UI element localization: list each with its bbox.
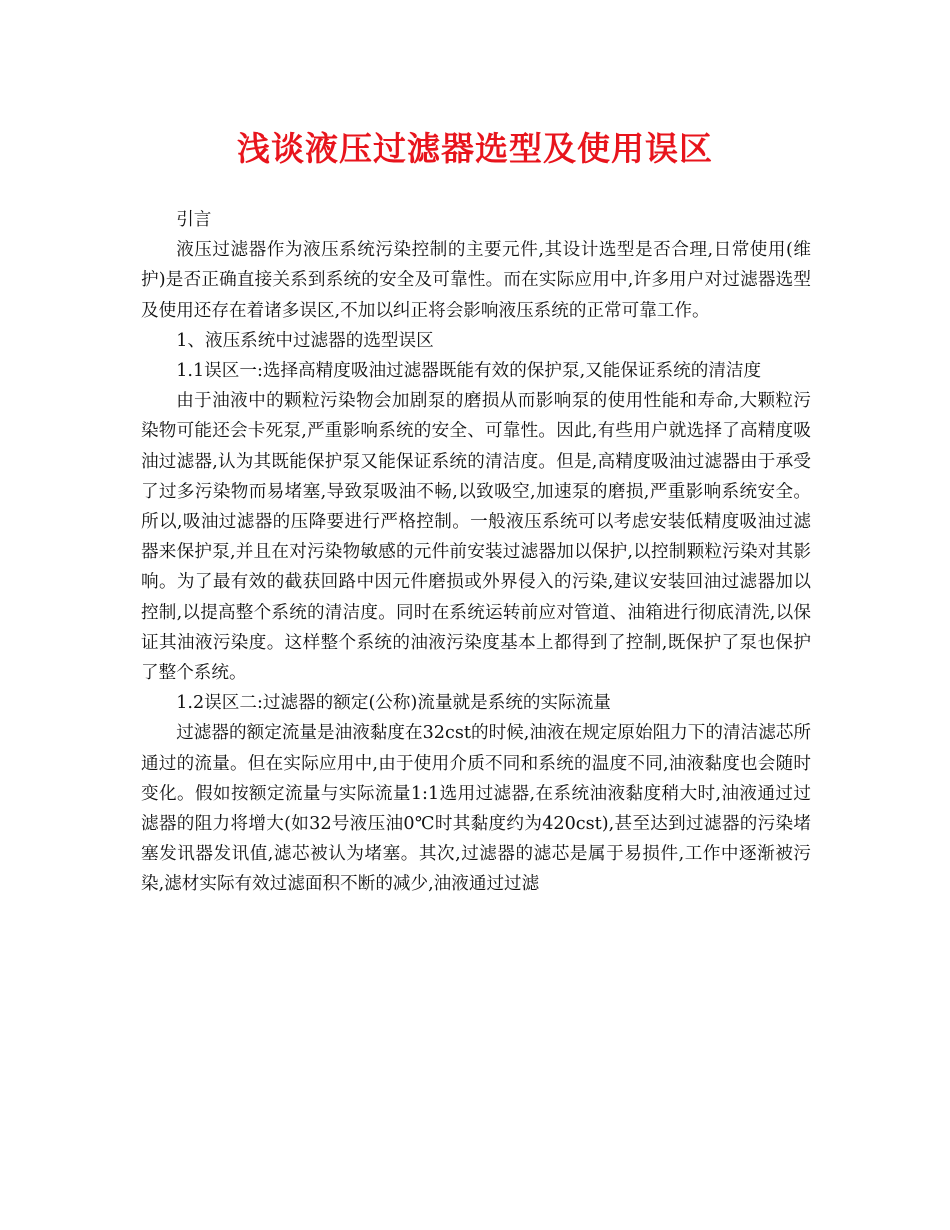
paragraph-1-2: 过滤器的额定流量是油液黏度在32cst的时候,油液在规定原始阻力下的清洁滤芯所通过的流量。但在实际应用中,由于使用介质不同和系统的温度不同,油液黏度也会随时变化。假如按额定流量与实际流量1:1选用过滤器,在系统油液黏度稍大时,油液通过过滤器的阻力将增大(如32号液压油0℃时其黏度约为420cst),甚至达到过滤器的污染堵塞发讯器发讯值,滤芯被认为堵塞。其次,过滤器的滤芯是属于易损件,工作中逐渐被污染,滤材实际有效过滤面积不断的减少,油液通过过滤 — [141, 723, 811, 895]
subsection-heading-1-2: 1.2误区二:过滤器的额定(公称)流量就是系统的实际流量 — [176, 693, 611, 714]
section-heading-1: 1、液压系统中过滤器的选型误区 — [176, 330, 434, 351]
paragraph-intro: 液压过滤器作为液压系统污染控制的主要元件,其设计选型是否合理,日常使用(维护)是否正确直接关系到系统的安全及可靠性。而在实际应用中,许多用户对过滤器选型及使用还存在着诸多误区,不加以纠正将会影响液压系统的正常可靠工作。 — [141, 240, 811, 321]
document-title: 浅谈液压过滤器选型及使用误区 — [237, 129, 713, 168]
subsection-heading-1-1: 1.1误区一:选择高精度吸油过滤器既能有效的保护泵,又能保证系统的清洁度 — [176, 361, 762, 382]
document-body — [141, 205, 811, 900]
paragraph-1-1: 由于油液中的颗粒污染物会加剧泵的磨损从而影响泵的使用性能和寿命,大颗粒污染物可能还会卡死泵,严重影响系统的安全、可靠性。因此,有些用户就选择了高精度吸油过滤器,认为其既能保护泵又能保证系统的清洁度。但是,高精度吸油过滤器由于承受了过多污染物而易堵塞,导致泵吸油不畅,以致吸空,加速泵的磨损,严重影响系统安全。所以,吸油过滤器的压降要进行严格控制。一般液压系统可以考虑安装低精度吸油过滤器来保护泵,并且在对污染物敏感的元件前安装过滤器加以保护,以控制颗粒污染对其影响。为了最有效的截获回路中因元件磨损或外界侵入的污染,建议安装回油过滤器加以控制,以提高整个系统的清洁度。同时在系统运转前应对管道、油箱进行彻底清洗,以保证其油液污染度。这样整个系统的油液污染度基本上都得到了控制,既保护了泵也保护了整个系统。 — [141, 391, 811, 684]
paragraph-intro-heading: 引言 — [176, 210, 212, 230]
